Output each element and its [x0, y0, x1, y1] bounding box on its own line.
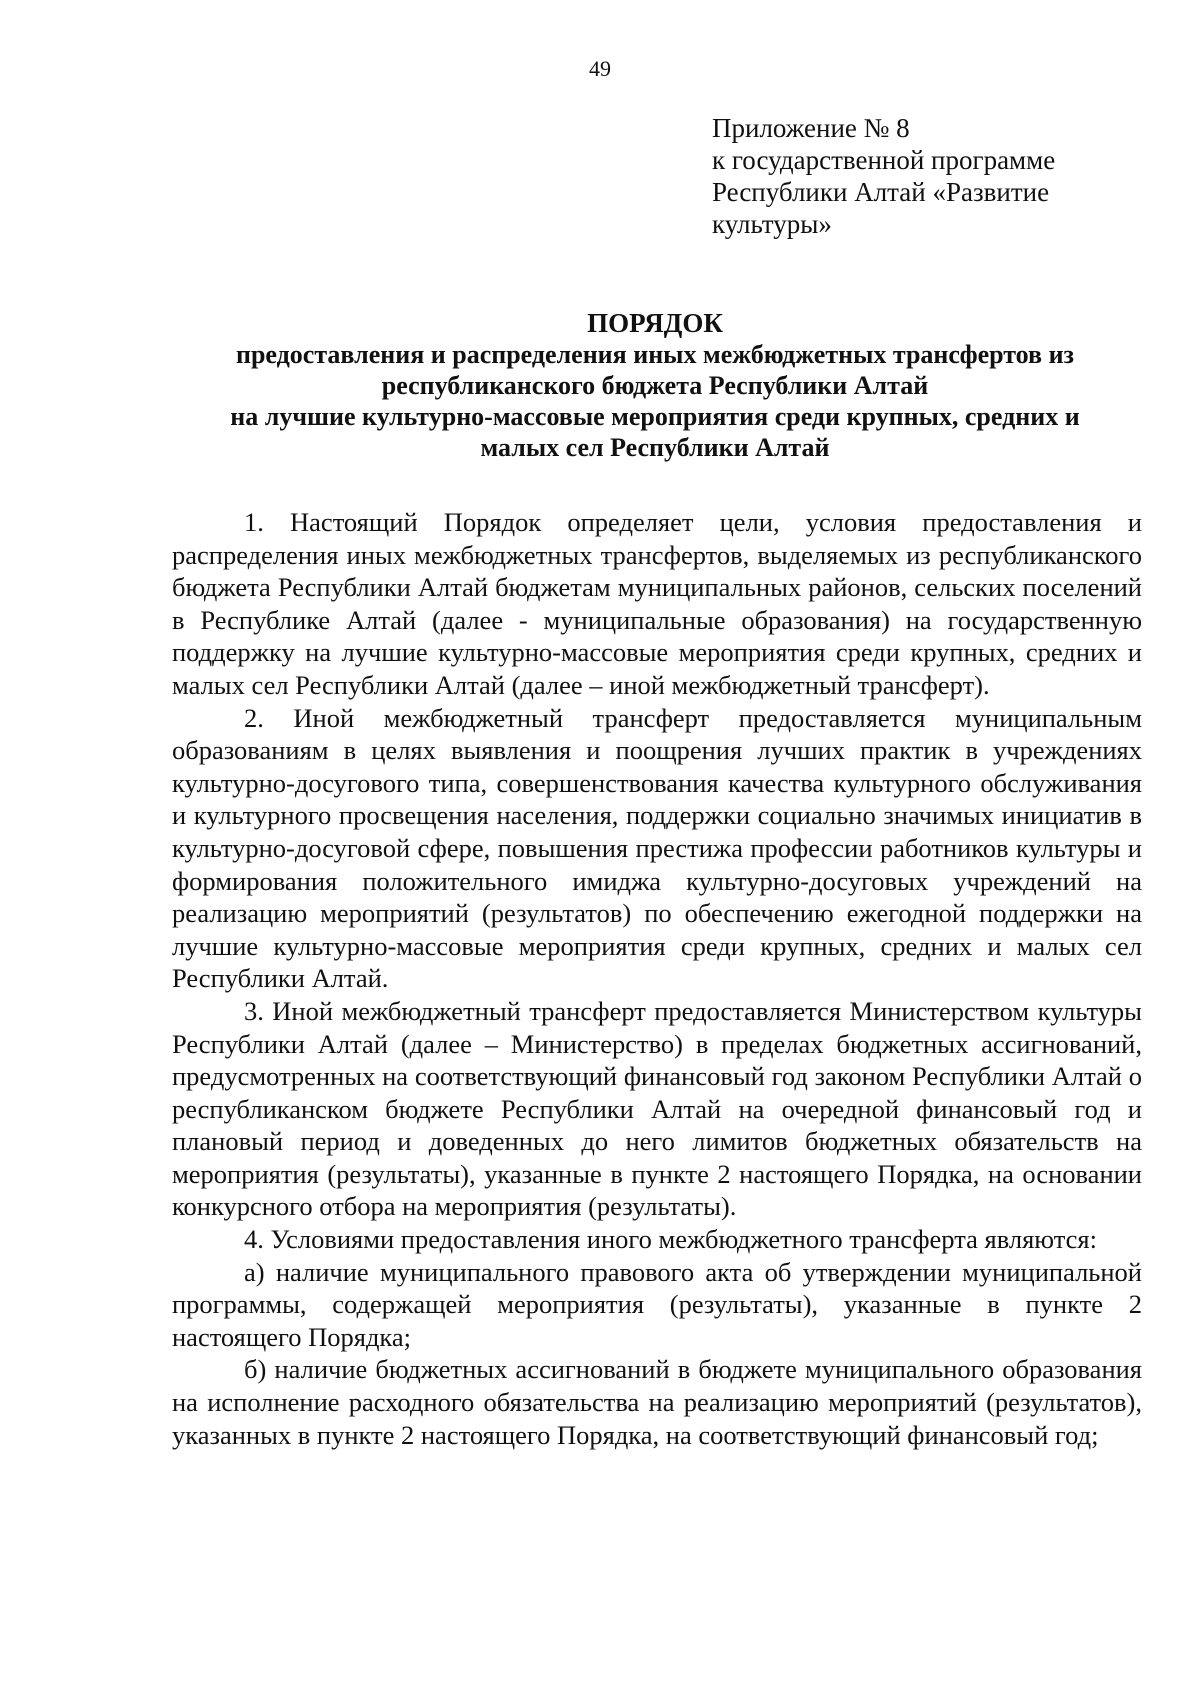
appendix-line: Республики Алтай «Развитие [712, 177, 1050, 207]
title-line: малых сел Республики Алтай [480, 433, 830, 462]
document-body [172, 506, 1142, 1451]
title-main: ПОРЯДОК [587, 308, 723, 338]
paragraph-1: 1. Настоящий Порядок определяет цели, условия предоставления и распределения иных межбюджетных трансфертов, выделяемых из республиканского бюджета Республики Алтай бюджетам муниципальных районов, сельских поселений в Республике Алтай (далее - муниципальные образования) на государственную поддержку на лучшие культурно-массовые мероприятия среди крупных, средних и малых сел Республики Алтай (далее – иной межбюджетный трансферт). [172, 507, 1142, 700]
appendix-line: к государственной программе [712, 145, 1056, 175]
paragraph-2: 2. Иной межбюджетный трансферт предоставляется муниципальным образованиям в целях выявления и поощрения лучших практик в учреждениях культурно-досугового типа, совершенствования качества культурного обслуживания и культурного просвещения населения, поддержки социально значимых инициатив в культурно-досуговой сфере, повышения престижа профессии работников культуры и формирования положительного имиджа культурно-досуговых учреждений на реализацию мероприятий (результатов) по обеспечению ежегодной поддержки на лучшие культурно-массовые мероприятия среди крупных, средних и малых сел Республики Алтай. [172, 702, 1142, 994]
appendix-line: культуры» [712, 209, 832, 239]
title-line: предоставления и распределения иных межбюджетных трансфертов из [235, 340, 1075, 369]
appendix-line: Приложение № 8 [712, 113, 910, 143]
title-line: республиканского бюджета Республики Алтай [381, 371, 929, 400]
appendix-note [712, 112, 1132, 240]
paragraph-4: 4. Условиями предоставления иного межбюджетного трансферта являются: [244, 1224, 1097, 1255]
page-number: 49 [589, 56, 611, 81]
document-title [170, 308, 1140, 463]
title-line: на лучшие культурно-массовые мероприятия среди крупных, средних и [230, 402, 1080, 431]
paragraph-3: 3. Иной межбюджетный трансферт предоставляется Министерством культуры Республики Алтай (далее – Министерство) в пределах бюджетных ассигнований, предусмотренных на соответствующий финансовый год законом Республики Алтай о республиканском бюджете Республики Алтай на очередной финансовый год и плановый период и доведенных до него лимитов бюджетных обязательств на мероприятия (результаты), указанные в пункте 2 настоящего Порядка, на основании конкурсного отбора на мероприятия (результаты). [172, 995, 1142, 1222]
paragraph-4b: б) наличие бюджетных ассигнований в бюджете муниципального образования на исполнение расходного обязательства на реализацию мероприятий (результатов), указанных в пункте 2 настоящего Порядка, на соответствующий финансовый год; [172, 1354, 1142, 1450]
paragraph-4a: а) наличие муниципального правового акта об утверждении муниципальной программы, содержащей мероприятия (результаты), указанные в пункте 2 настоящего Порядка; [172, 1256, 1142, 1352]
